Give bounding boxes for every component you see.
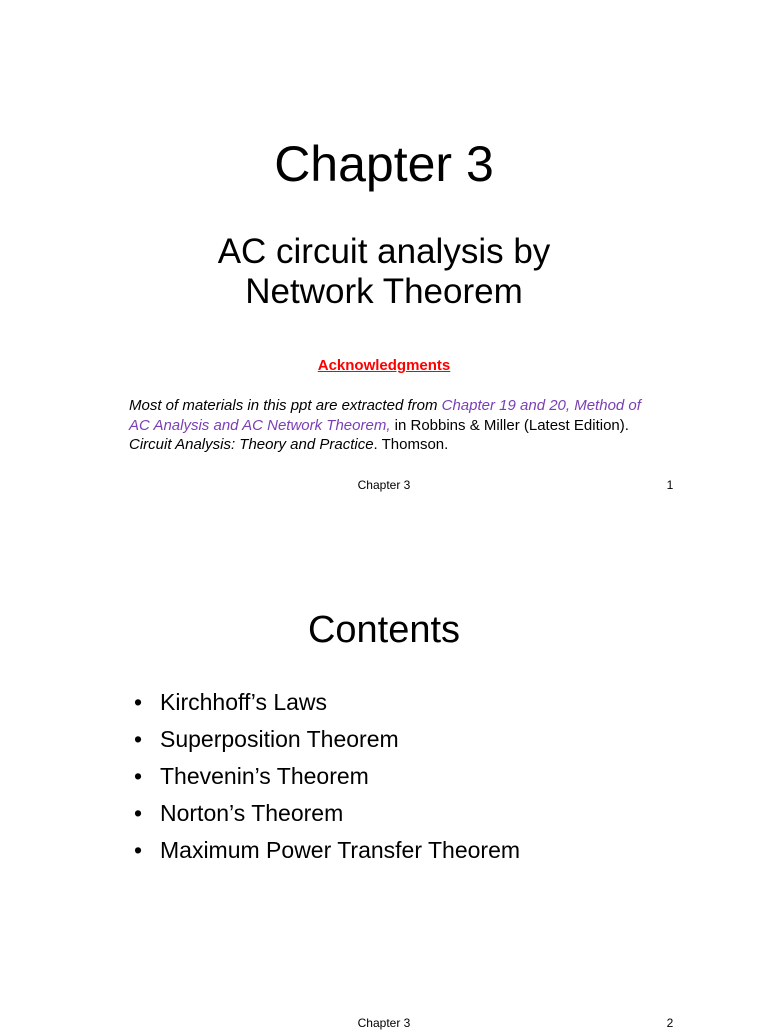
ack-text-authors: in Robbins & Miller (Latest Edition). [390, 416, 629, 434]
ack-chapter-reference: Chapter 19 and 20, Method of AC Analysis and AC Network Theorem, [129, 397, 641, 434]
bullet-icon: • [134, 837, 143, 863]
slide-page-number: 1 [666, 478, 674, 492]
list-item-label: Thevenin’s Theorem [160, 763, 369, 789]
contents-list [134, 684, 520, 869]
list-item-label: Norton’s Theorem [160, 800, 344, 826]
subtitle-line-1: AC circuit analysis by [217, 232, 551, 271]
bullet-icon: • [134, 689, 143, 715]
list-item [134, 832, 520, 869]
ack-book-title: Circuit Analysis: Theory and Practice [129, 436, 374, 453]
ack-text-intro: Most of materials in this ppt are extracted from [129, 397, 442, 414]
ack-text-publisher: . Thomson. [373, 436, 449, 453]
bullet-icon: • [134, 800, 143, 826]
acknowledgments-body [129, 396, 649, 455]
list-item [134, 721, 520, 758]
slide-title: Contents [307, 609, 461, 651]
slide-subtitle [0, 232, 768, 312]
list-item [134, 684, 520, 721]
acknowledgments-heading: Acknowledgments [317, 357, 451, 374]
slide-2 [0, 512, 768, 1030]
slide-footer-label: Chapter 3 [357, 1016, 411, 1030]
slide-footer-label: Chapter 3 [357, 478, 411, 492]
list-item-label: Superposition Theorem [160, 726, 399, 752]
subtitle-line-2: Network Theorem [245, 272, 523, 311]
bullet-icon: • [134, 763, 143, 789]
slide-1 [0, 0, 768, 512]
slide-page-number: 2 [666, 1016, 674, 1030]
slide-title: Chapter 3 [274, 136, 494, 192]
bullet-icon: • [134, 726, 143, 752]
list-item-label: Kirchhoff’s Laws [160, 689, 328, 715]
list-item-label: Maximum Power Transfer Theorem [160, 837, 521, 863]
list-item [134, 795, 520, 832]
list-item [134, 758, 520, 795]
